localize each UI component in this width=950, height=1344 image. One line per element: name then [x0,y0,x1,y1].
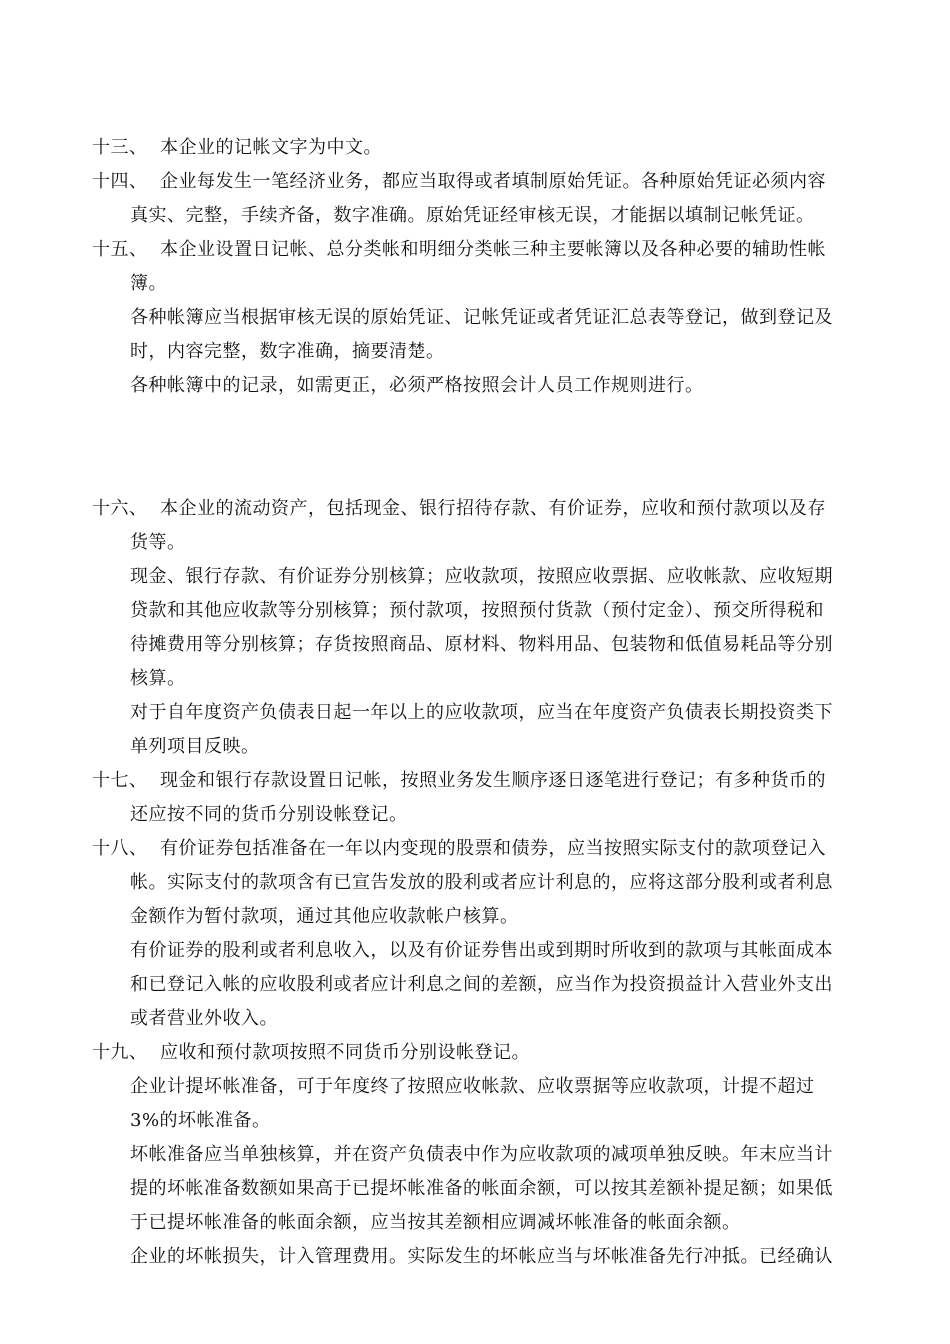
clause-text: 企业计提坏帐准备，可于年度终了按照应收帐款、应收票据等应收款项，计提不超过 [130,1076,815,1097]
text-line [0,267,950,301]
text-line [0,1172,950,1206]
chapter-heading [0,427,950,461]
paragraph-18 [0,832,950,866]
text-line [0,1240,950,1274]
text-line [0,696,950,730]
paragraph-15 [0,233,950,267]
clause-text: 真实、完整，手续齐备，数字准确。原始凭证经审核无误，才能据以填制记帐凭证。 [130,205,815,226]
text-line [0,662,950,696]
clause-text: 现金和银行存款设置日记帐，按照业务发生顺序逐日逐笔进行登记；有多种货币的 [160,770,826,791]
text-line [0,798,950,832]
clause-number: 十七、 [92,770,148,791]
clause-text: 3%的坏帐准备。 [130,1110,271,1131]
text-line [0,1002,950,1036]
text-line [0,594,950,628]
clause-text: 有价证券的股利或者利息收入，以及有价证券售出或到期时所收到的款项与其帐面成本 [130,940,833,961]
clause-text: 于已提坏帐准备的帐面余额，应当按其差额相应调减坏帐准备的帐面余额。 [130,1212,741,1233]
clause-text: 本企业设置日记帐、总分类帐和明细分类帐三种主要帐簿以及各种必要的辅助性帐 [160,239,826,260]
text-line [0,335,950,369]
text-line [0,1070,950,1104]
paragraph-19 [0,1036,950,1070]
paragraph-16 [0,492,950,526]
clause-text: 货等。 [130,532,186,553]
clause-text: 和已登记入帐的应收股利或者应计利息之间的差额，应当作为投资损益计入营业外支出 [130,974,833,995]
clause-text: 应收和预付款项按照不同货币分别设帐登记。 [160,1042,530,1063]
clause-text: 簿。 [130,273,167,294]
clause-text: 各种帐簿应当根据审核无误的原始凭证、记帐凭证或者凭证汇总表等登记，做到登记及 [130,307,833,328]
paragraph-13 [0,131,950,165]
clause-text: 金额作为暂付款项，通过其他应收款帐户核算。 [130,906,519,927]
text-line [0,628,950,662]
clause-text: 本企业的流动资产，包括现金、银行招待存款、有价证券，应收和预付款项以及存 [160,498,826,519]
clause-text: 各种帐簿中的记录，如需更正，必须严格按照会计人员工作规则进行。 [130,375,704,396]
clause-text: 对于自年度资产负债表日起一年以上的应收款项，应当在年度资产负债表长期投资类下 [130,702,833,723]
text-line [0,301,950,335]
clause-text: 还应按不同的货币分别设帐登记。 [130,804,408,825]
clause-text: 提的坏帐准备数额如果高于已提坏帐准备的帐面余额，可以按其差额补提足额；如果低 [130,1178,833,1199]
clause-text: 贷款和其他应收款等分别核算；预付款项，按照预付货款（预付定金）、预交所得税和 [130,600,824,621]
text-line [0,900,950,934]
clause-text: 待摊费用等分别核算；存货按照商品、原材料、物料用品、包装物和低值易耗品等分别 [130,634,833,655]
clause-number: 十三、 [92,137,148,158]
text-line [0,934,950,968]
clause-text: 有价证券包括准备在一年以内变现的股票和债券，应当按照实际支付的款项登记入 [160,838,826,859]
clause-text: 帐。实际支付的款项含有已宣告发放的股利或者应计利息的，应将这部分股利或者利息 [130,872,833,893]
clause-text: 时，内容完整，数字准确，摘要清楚。 [130,341,445,362]
clause-text: 坏帐准备应当单独核算，并在资产负债表中作为应收款项的减项单独反映。年末应当计 [130,1144,833,1165]
text-line [0,968,950,1002]
clause-text: 企业每发生一笔经济业务，都应当取得或者填制原始凭证。各种原始凭证必须内容 [160,171,826,192]
clause-number: 十六、 [92,498,148,519]
text-line [0,369,950,403]
clause-text: 或者营业外收入。 [130,1008,278,1029]
paragraph-14 [0,165,950,199]
text-line [0,1104,950,1138]
clause-text: 本企业的记帐文字为中文。 [160,137,382,158]
clause-number: 十四、 [92,171,148,192]
text-line [0,560,950,594]
paragraph-17 [0,764,950,798]
clause-text: 单列项目反映。 [130,736,260,757]
text-line [0,730,950,764]
clause-text: 核算。 [130,668,186,689]
text-line [0,526,950,560]
text-line [0,1138,950,1172]
text-line [0,199,950,233]
clause-text: 现金、银行存款、有价证券分别核算；应收款项，按照应收票据、应收帐款、应收短期 [130,566,833,587]
clause-number: 十八、 [92,838,148,859]
clause-text: 企业的坏帐损失，计入管理费用。实际发生的坏帐应当与坏帐准备先行冲抵。已经确认 [130,1246,833,1267]
text-line [0,1206,950,1240]
clause-number: 十五、 [92,239,148,260]
text-line [0,866,950,900]
clause-number: 十九、 [92,1042,148,1063]
